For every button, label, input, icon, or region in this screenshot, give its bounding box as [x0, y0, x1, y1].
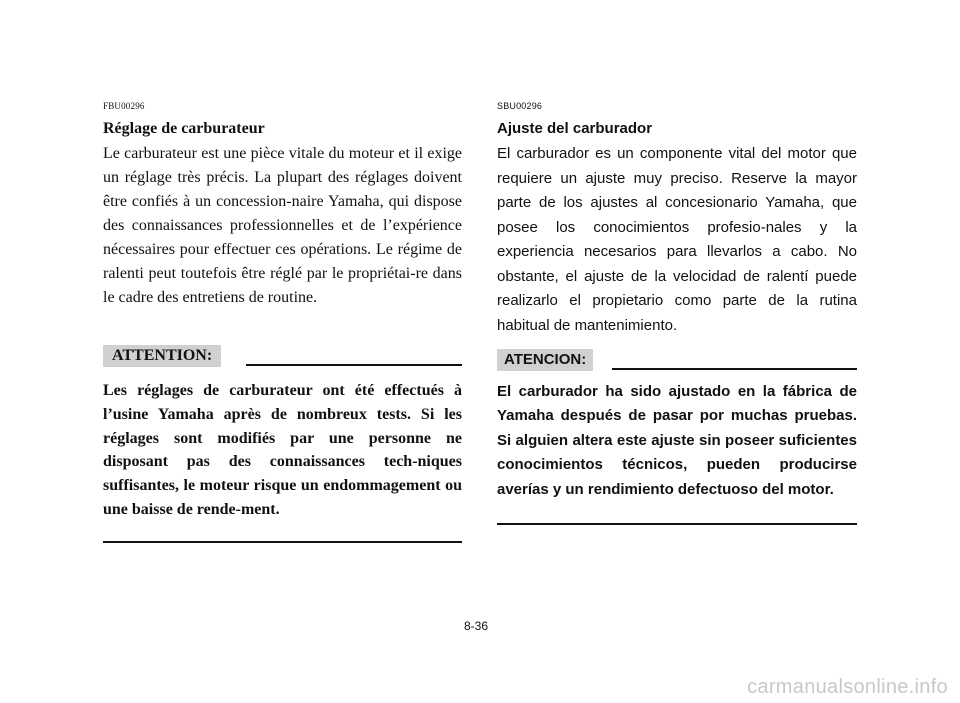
section-title: Ajuste del carburador [497, 120, 653, 137]
page-number: 8-36 [464, 619, 489, 633]
caution-header [497, 349, 857, 373]
watermark: carmanualsonline.info [747, 676, 948, 698]
caution-label: ATENCION: [497, 349, 593, 371]
caution-end-rule [497, 523, 857, 525]
caution-header [103, 345, 462, 369]
caution-rule [246, 364, 462, 366]
caution-label: ATTENTION: [103, 345, 221, 367]
section-code: FBU00296 [103, 101, 145, 111]
section-body: El carburador es un componente vital del motor que requiere un ajuste muy preciso. Reserve la mayor parte de los ajustes al concesionario Yamaha, que posee los conocimientos profesio-nales y la experiencia necesarios para llevarlos a cabo. No obstante, el ajuste de la velocidad de ralentí puede realizarlo el propietario como parte de la rutina habitual de mantenimiento. [497, 145, 857, 334]
caution-text: El carburador ha sido ajustado en la fábrica de Yamaha después de pasar por muchas pruebas. Si alguien altera este ajuste sin poseer suficientes conocimientos técnicos, pueden producirse averías y un rendimiento defectuoso del motor. [497, 383, 857, 498]
caution-end-rule [103, 541, 462, 543]
section-body: Le carburateur est une pièce vitale du moteur et il exige un réglage très précis. La plupart des réglages doivent être confiés à un concession-naire Yamaha, qui dispose des connaissances professionnelles et de l’expérience nécessaires pour effectuer ces opérations. Le régime de ralenti peut toutefois être réglé par le propriétai-re dans le cadre des entretiens de routine. [103, 145, 462, 306]
caution-text: Les réglages de carburateur ont été effectués à l’usine Yamaha après de nombreux tests. Si les réglages sont modifiés par une personne ne disposant pas des connaissances tech-niques suffisantes, le moteur risque un endommagement ou une baisse de rende-ment. [103, 382, 462, 518]
caution-rule [612, 368, 857, 370]
section-title: Réglage de carburateur [103, 120, 265, 137]
section-code: SBU00296 [497, 101, 543, 111]
